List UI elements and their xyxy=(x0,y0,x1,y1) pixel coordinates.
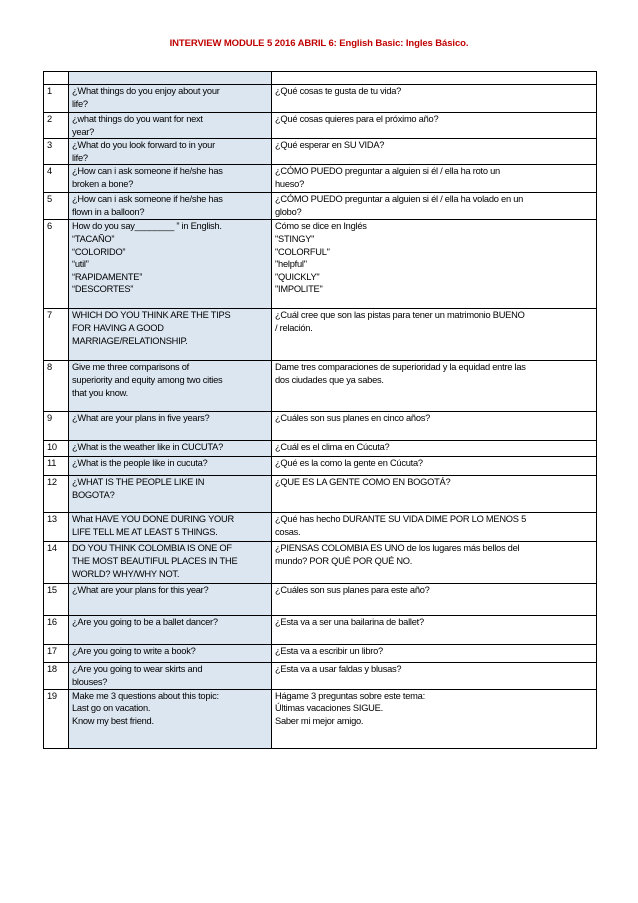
english-question xyxy=(69,309,272,361)
header-cell-english xyxy=(69,72,272,85)
english-question-line: ¿How can i ask someone if he/she has xyxy=(72,166,223,177)
spanish-question xyxy=(272,584,597,616)
english-question-line: “COLORIDO” xyxy=(72,246,126,257)
row-number: 12 xyxy=(44,476,69,513)
spanish-question-line: "helpful" xyxy=(275,259,307,270)
header-row xyxy=(44,72,597,85)
table-row xyxy=(44,412,597,441)
english-question-line: ¿What things do you enjoy about your xyxy=(72,86,220,96)
english-question-line: ¿WHAT IS THE PEOPLE LIKE IN xyxy=(72,477,205,488)
spanish-question xyxy=(272,663,597,689)
spanish-question xyxy=(272,513,597,542)
english-question xyxy=(69,616,272,645)
row-number: 13 xyxy=(44,513,69,542)
english-question-line: THE MOST BEAUTIFUL PLACES IN THE xyxy=(72,555,238,566)
row-number: 15 xyxy=(44,584,69,616)
table-row xyxy=(44,513,597,542)
spanish-question-line: ¿Esta va a ser una bailarina de ballet? xyxy=(275,617,424,628)
row-number: 8 xyxy=(44,361,69,412)
row-number: 11 xyxy=(44,457,69,476)
spanish-question-line: ¿CÓMO PUEDO preguntar a alguien si él / ella ha roto un xyxy=(275,166,500,177)
english-question-line: ¿How can i ask someone if he/she has xyxy=(72,194,223,205)
spanish-question xyxy=(272,645,597,663)
english-question-line: LIFE TELL ME AT LEAST 5 THINGS. xyxy=(72,526,218,537)
row-number: 5 xyxy=(44,193,69,220)
table-row xyxy=(44,542,597,584)
english-question-line: ¿Are you going to be a ballet dancer? xyxy=(72,617,218,628)
spanish-question-line: ¿Qué has hecho DURANTE SU VIDA DIME POR LO MENOS 5 xyxy=(275,514,526,525)
row-number: 6 xyxy=(44,220,69,309)
spanish-question-line: ¿Qué cosas quieres para el próximo año? xyxy=(275,114,439,124)
spanish-question-line: ¿Cuál cree que son las pistas para tener un matrimonio BUENO xyxy=(275,310,525,321)
english-question xyxy=(69,663,272,689)
english-question-line: ¿what things do you want for next xyxy=(72,114,203,124)
row-number: 17 xyxy=(44,645,69,663)
spanish-question-line: ¿Esta va a escribir un libro? xyxy=(275,646,383,657)
table-row xyxy=(44,689,597,748)
english-question xyxy=(69,457,272,476)
english-question-line: MARRIAGE/RELATIONSHIP. xyxy=(72,335,188,346)
english-question xyxy=(69,85,272,113)
spanish-question xyxy=(272,689,597,748)
english-question-line: DO YOU THINK COLOMBIA IS ONE OF xyxy=(72,543,232,554)
spanish-question-line: ¿CÓMO PUEDO preguntar a alguien si él / ella ha volado en un xyxy=(275,194,524,205)
spanish-question-line: cosas. xyxy=(275,526,301,537)
table-row xyxy=(44,616,597,645)
english-question xyxy=(69,139,272,165)
english-question-line: broken a bone? xyxy=(72,178,134,189)
english-question xyxy=(69,412,272,441)
table-row xyxy=(44,441,597,457)
table-row xyxy=(44,85,597,113)
english-question-line: blouses? xyxy=(72,676,108,687)
english-question xyxy=(69,542,272,584)
spanish-question-line: Cómo se dice en Inglés xyxy=(275,221,367,232)
table-row xyxy=(44,193,597,220)
row-number: 18 xyxy=(44,663,69,689)
header-cell-spanish xyxy=(272,72,597,85)
spanish-question xyxy=(272,220,597,309)
spanish-question-line: globo? xyxy=(275,206,302,217)
english-question-line: ¿What are your plans for this year? xyxy=(72,585,209,596)
spanish-question-line: mundo? POR QUÉ POR QUÉ NO. xyxy=(275,555,413,566)
spanish-question-line: ¿Cuál es el clima en Cúcuta? xyxy=(275,442,390,453)
spanish-question-line: hueso? xyxy=(275,178,305,189)
spanish-question-line: "COLORFUL" xyxy=(275,246,330,257)
spanish-question xyxy=(272,457,597,476)
spanish-question xyxy=(272,616,597,645)
table-row xyxy=(44,645,597,663)
spanish-question-line: ¿Qué esperar en SU VIDA? xyxy=(275,140,385,151)
spanish-question-line: ¿QUE ES LA GENTE COMO EN BOGOTÁ? xyxy=(275,477,451,488)
table-row xyxy=(44,165,597,193)
english-question-line: ¿What do you look forward to in your xyxy=(72,140,215,151)
table-row xyxy=(44,220,597,309)
spanish-question-line: / relación. xyxy=(275,322,313,333)
table-row xyxy=(44,584,597,616)
spanish-question-line: ¿Cuáles son sus planes en cinco años? xyxy=(275,413,431,424)
table-row xyxy=(44,457,597,476)
table-row xyxy=(44,309,597,361)
interview-table xyxy=(43,71,597,749)
english-question xyxy=(69,220,272,309)
header-cell-num xyxy=(44,72,69,85)
row-number: 7 xyxy=(44,309,69,361)
english-question-line: “RAPIDAMENTE” xyxy=(72,271,143,282)
spanish-question-line: Hágame 3 preguntas sobre este tema: xyxy=(275,690,425,701)
english-question xyxy=(69,645,272,663)
table-row xyxy=(44,663,597,689)
english-question xyxy=(69,441,272,457)
english-question-line: ¿What are your plans in five years? xyxy=(72,413,210,424)
english-question-line: Last go on vacation. xyxy=(72,703,151,714)
english-question-line: “util” xyxy=(72,259,89,270)
row-number: 19 xyxy=(44,689,69,748)
spanish-question-line: ¿PIENSAS COLOMBIA ES UNO de los lugares más bellos del xyxy=(275,543,520,554)
table-row xyxy=(44,361,597,412)
english-question xyxy=(69,113,272,139)
english-question-line: WHICH DO YOU THINK ARE THE TIPS xyxy=(72,310,231,321)
english-question-line: life? xyxy=(72,152,88,163)
spanish-question-line: "STINGY" xyxy=(275,233,315,244)
english-question-line: flown in a balloon? xyxy=(72,206,145,217)
spanish-question-line: dos ciudades que ya sabes. xyxy=(275,374,384,385)
spanish-question-line: "QUICKLY" xyxy=(275,271,320,282)
spanish-question-line: ¿Qué es la como la gente en Cúcuta? xyxy=(275,458,423,469)
english-question-line: ¿What is the weather like in CUCUTA? xyxy=(72,442,223,453)
spanish-question-line: ¿Cuáles son sus planes para este año? xyxy=(275,585,430,596)
english-question-line: life? xyxy=(72,98,88,109)
row-number: 2 xyxy=(44,113,69,139)
spanish-question xyxy=(272,85,597,113)
english-question-line: Make me 3 questions about this topic: xyxy=(72,690,219,701)
spanish-question-line: Saber mi mejor amigo. xyxy=(275,715,364,726)
english-question-line: year? xyxy=(72,126,95,137)
spanish-question xyxy=(272,113,597,139)
spanish-question xyxy=(272,361,597,412)
english-question-line: How do you say________ ” in English. xyxy=(72,221,222,232)
row-number: 16 xyxy=(44,616,69,645)
english-question-line: BOGOTA? xyxy=(72,489,115,500)
row-number: 10 xyxy=(44,441,69,457)
english-question xyxy=(69,361,272,412)
spanish-question-line: Últimas vacaciones SIGUE. xyxy=(275,703,383,714)
spanish-question xyxy=(272,165,597,193)
english-question xyxy=(69,165,272,193)
english-question-line: that you know. xyxy=(72,387,128,398)
row-number: 9 xyxy=(44,412,69,441)
spanish-question-line: "IMPOLITE" xyxy=(275,284,323,295)
english-question-line: Know my best friend. xyxy=(72,715,154,726)
table-row xyxy=(44,476,597,513)
english-question-line: WORLD? WHY/WHY NOT. xyxy=(72,568,180,579)
spanish-question-line: ¿Qué cosas te gusta de tu vida? xyxy=(275,86,402,96)
english-question xyxy=(69,476,272,513)
row-number: 4 xyxy=(44,165,69,193)
row-number: 1 xyxy=(44,85,69,113)
spanish-question-line: Dame tres comparaciones de superioridad y la equidad entre las xyxy=(275,362,526,373)
page-title: INTERVIEW MODULE 5 2016 ABRIL 6: English Basic: Ingles Básico. xyxy=(169,38,469,49)
english-question-line: ¿Are you going to wear skirts and xyxy=(72,664,203,675)
row-number: 14 xyxy=(44,542,69,584)
spanish-question-line: ¿Esta va a usar faldas y blusas? xyxy=(275,664,402,675)
spanish-question xyxy=(272,542,597,584)
english-question-line: What HAVE YOU DONE DURING YOUR xyxy=(72,514,234,525)
english-question-line: superiority and equity among two cities xyxy=(72,374,223,385)
spanish-question xyxy=(272,193,597,220)
spanish-question xyxy=(272,476,597,513)
spanish-question xyxy=(272,441,597,457)
row-number: 3 xyxy=(44,139,69,165)
english-question-line: “TACAÑO” xyxy=(72,233,115,244)
table-row xyxy=(44,113,597,139)
table-row xyxy=(44,139,597,165)
english-question-line: ¿Are you going to write a book? xyxy=(72,646,196,657)
spanish-question xyxy=(272,412,597,441)
english-question-line: ¿What is the people like in cucuta? xyxy=(72,458,208,469)
english-question-line: FOR HAVING A GOOD xyxy=(72,322,164,333)
spanish-question xyxy=(272,309,597,361)
english-question-line: “DESCORTES” xyxy=(72,284,134,295)
english-question xyxy=(69,513,272,542)
spanish-question xyxy=(272,139,597,165)
english-question-line: Give me three comparisons of xyxy=(72,362,190,373)
english-question xyxy=(69,689,272,748)
english-question xyxy=(69,193,272,220)
english-question xyxy=(69,584,272,616)
